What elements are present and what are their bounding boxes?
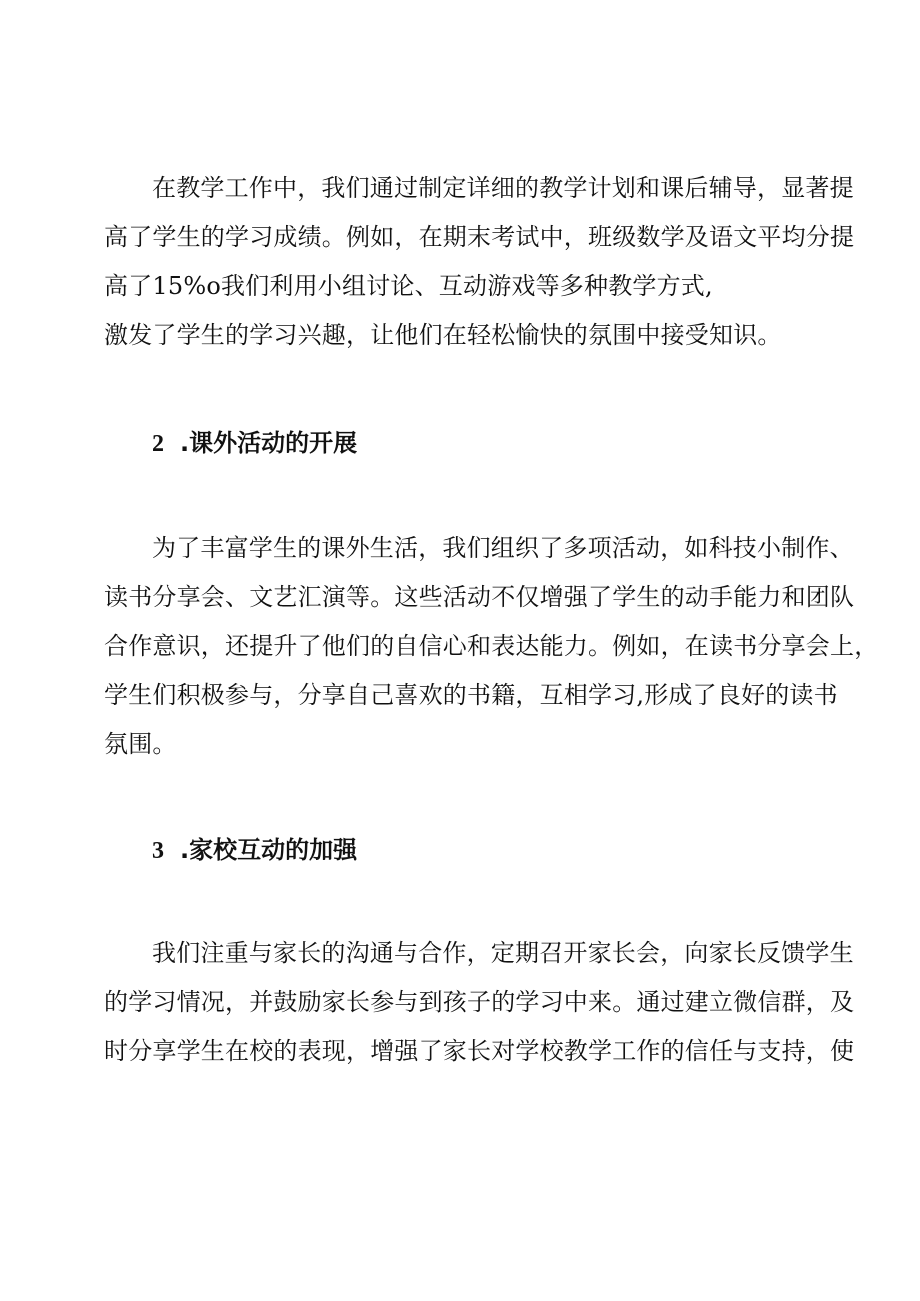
section-title: .课外活动的开展 [180,429,358,457]
section-number: 3 [152,838,164,864]
paragraph-line: 合作意识，还提升了他们的自信心和表达能力。例如，在读书分享会上， [104,632,879,660]
paragraph-line: 时分享学生在校的表现，增强了家长对学校教学工作的信任与支持，使 [104,1037,855,1065]
section-number: 2 [152,431,164,457]
paragraph-line: 激发了学生的学习兴趣，让他们在轻松愉快的氛围中接受知识。 [104,321,782,349]
paragraph-line: 的学习情况，并鼓励家长参与到孩子的学习中来。通过建立微信群，及 [104,988,855,1016]
paragraph-line: 学生们积极参与，分享自己喜欢的书籍，互相学习,形成了良好的读书 [104,681,838,709]
paragraph-line: 高了学生的学习成绩。例如，在期末考试中，班级数学及语文平均分提 [104,223,855,251]
section-heading-2 [152,428,357,459]
paragraph-line: 读书分享会、文艺汇演等。这些活动不仅增强了学生的动手能力和团队 [104,583,855,611]
paragraph-line: 我们注重与家长的沟通与合作，定期召开家长会，向家长反馈学生 [152,939,854,967]
paragraph-line: 氛围。 [104,730,177,758]
paragraph-line: 为了丰富学生的课外生活，我们组织了多项活动，如科技小制作、 [152,534,854,562]
section-title: .家校互动的加强 [180,836,358,864]
paragraph-line: 高了15%o我们利用小组讨论、互动游戏等多种教学方式, [104,272,713,300]
paragraph-line: 在教学工作中，我们通过制定详细的教学计划和课后辅导，显著提 [152,174,854,202]
section-heading-3 [152,835,357,866]
